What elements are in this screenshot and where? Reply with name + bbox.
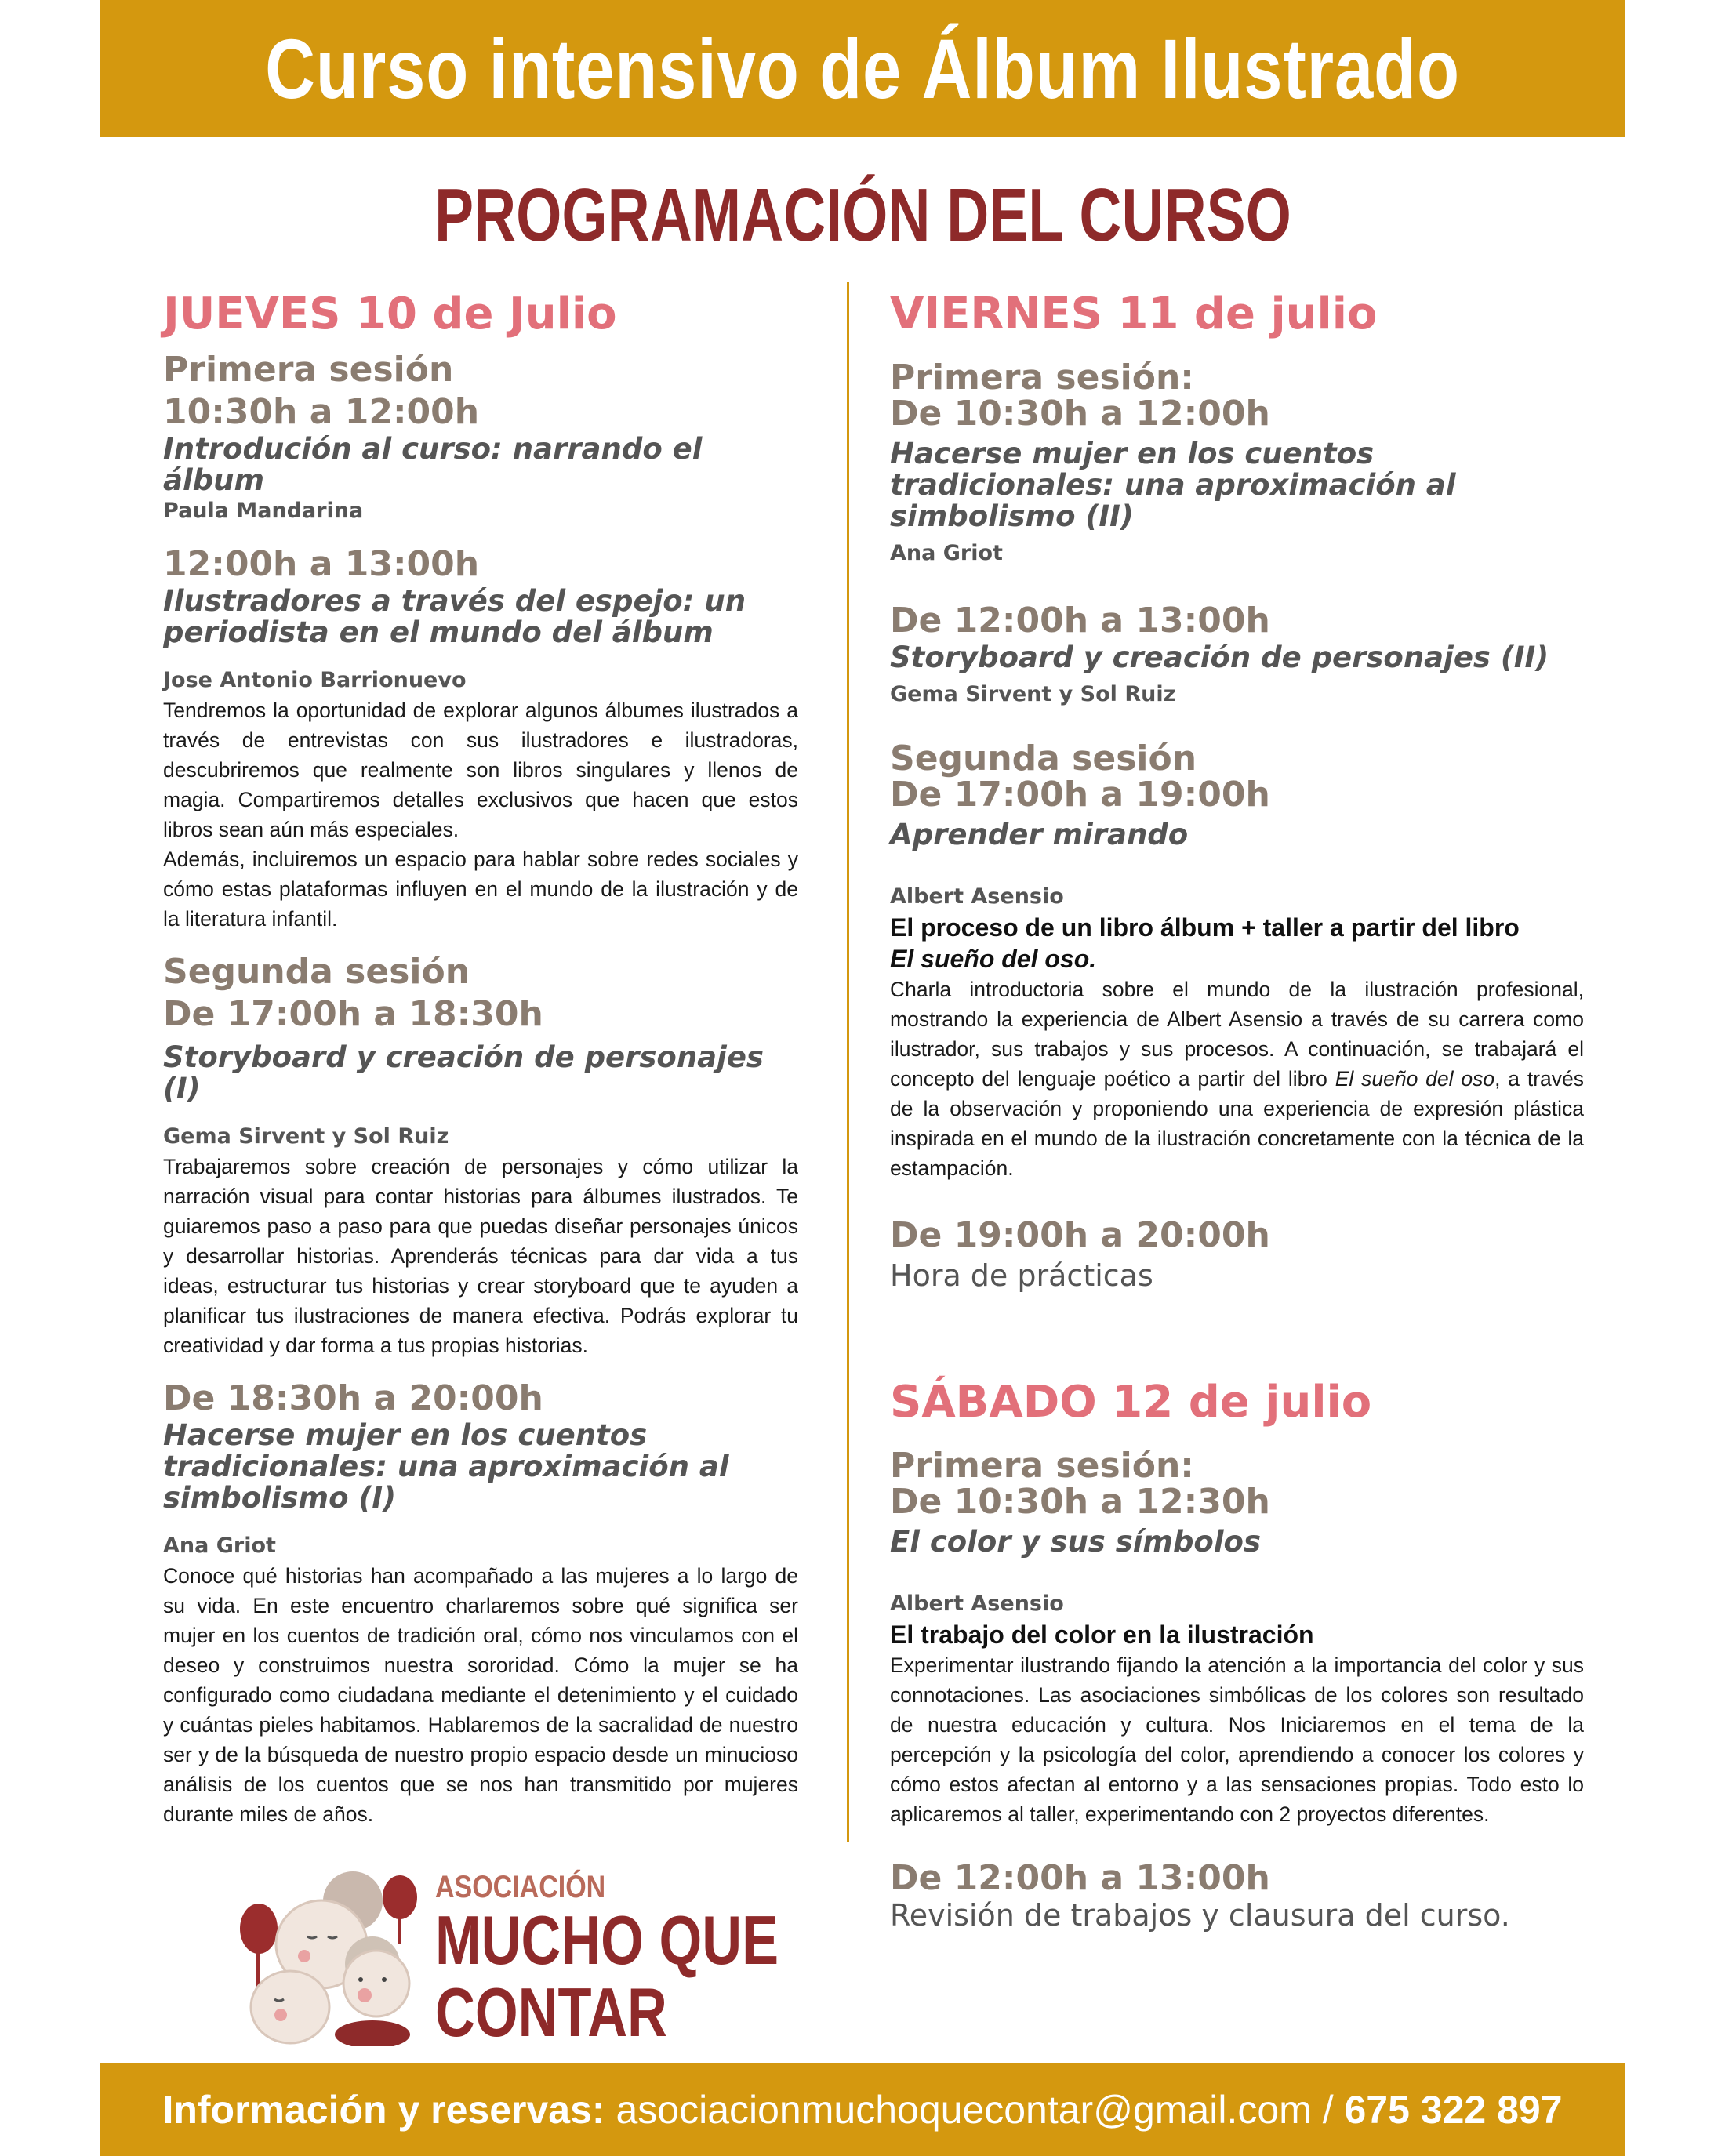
page-title: Curso intensivo de Álbum Ilustrado [265,21,1460,116]
book-title: El sueño del oso. [890,945,1097,973]
speaker-name: Paula Mandarina [163,499,364,523]
session-time: De 12:00h a 13:00h [890,601,1270,641]
talk-title: Ilustradores a través del espejo: un periodista en el mundo del álbum [163,584,746,649]
session-time: De 10:30h a 12:30h [890,1482,1270,1522]
session-time: De 18:30h a 20:00h [163,1378,543,1418]
talk-title: Introdución al curso: narrando el álbum [163,432,703,497]
logo-line-3: CONTAR [435,1973,667,2051]
speaker-name: Gema Sirvent y Sol Ruiz [163,1124,449,1149]
session-time: De 12:00h a 13:00h [890,1858,1270,1898]
session-time: De 10:30h a 12:00h [890,394,1270,434]
session-time: 12:00h a 13:00h [163,544,480,584]
thursday-column [163,286,798,1829]
contact-line [100,2063,1625,2156]
session-time: De 17:00h a 19:00h [890,775,1270,815]
workshop-title: El trabajo del color en la ilustración [890,1621,1314,1649]
friday-saturday-column [890,286,1584,1934]
speaker-name: Ana Griot [890,541,1003,565]
session-time: De 19:00h a 20:00h [890,1215,1270,1255]
contact-banner [100,2063,1625,2156]
speaker-name: Albert Asensio [890,1592,1064,1616]
talk-title: Hacerse mujer en los cuentos tradicionales: una aproximación al simbolismo (II) [890,437,1456,533]
session-label: Segunda sesión [163,952,470,992]
speaker-name: Albert Asensio [890,884,1064,909]
contact-separator: / [1311,2088,1345,2132]
talk-description: Tendremos la oportunidad de explorar algunos álbumes ilustrados a través de entrevistas con sus ilustradores e ilustradoras, descubriremos que realmente son libros singulares y llenos de magia. Compartiremos detalles exclusivos que hacen que estos libros sean aún más especiales. [163,699,798,841]
talk-title: Revisión de trabajos y clausura del curso. [890,1898,1510,1933]
session-time: 10:30h a 12:00h [163,392,480,432]
talk-description: Además, incluiremos un espacio para hablar sobre redes sociales y cómo estas plataformas influyen en el mundo de la ilustración y de la literatura infantil. [163,848,798,931]
speaker-name: Ana Griot [163,1534,276,1558]
logo-line-2: MUCHO QUE [435,1901,779,1979]
session-label: Primera sesión: [890,358,1194,397]
session-label: Segunda sesión [890,739,1197,779]
contact-label: Información y reservas: [162,2088,605,2132]
column-divider [847,282,849,1842]
talk-description: Charla introductoria sobre el mundo de la ilustración profesional, mostrando la experiencia de Albert Asensio a través de su carrera como ilustrador, sus trabajos y sus procesos. A continuación, se trabajará el concepto del lenguaje poético a partir del libro El sueño del oso, a través de la observación y proponiendo una experiencia de expresión plástica inspirada en el mundo de la ilustración concretamente con la técnica de la estampación. [890,978,1584,1180]
talk-title: Storyboard y creación de personajes (II) [890,641,1549,674]
day-heading-friday: VIERNES 11 de julio [890,289,1378,339]
contact-email[interactable]: asociacionmuchoquecontar@gmail.com [616,2088,1312,2132]
talk-title: El color y sus símbolos [890,1525,1261,1559]
talk-description: Trabajaremos sobre creación de personajes y cómo utilizar la narración visual para contar historias para álbumes ilustrados. Te guiaremos paso a paso para que puedas diseñar personajes únicos y desarrollar historias. Aprenderás técnicas para dar vida a tus ideas, estructurar tus historias y crear storyboard que te ayuden a planificar tus ilustraciones de manera efectiva. Podrás explorar tu creatividad y dar forma a tus propias historias. [163,1155,798,1357]
book-title-inline: El sueño del oso [1335,1067,1495,1091]
speaker-name: Jose Antonio Barrionuevo [163,668,467,692]
program-heading: PROGRAMACIÓN DEL CURSO [434,173,1291,257]
talk-title: Aprender mirando [890,818,1189,851]
workshop-title: El proceso de un libro álbum + taller a partir del libro [890,913,1520,942]
talk-description: Conoce qué historias han acompañado a las mujeres a lo largo de su vida. En este encuentro charlaremos sobre qué significa ser mujer en los cuentos de tradición oral, cómo nos vinculamos con el deseo y construimos nuestra sororidad. Cómo la mujer se ha configurado como ciudadana mediante el detenimiento y el cuidado y cuántas pieles habitamos. Hablaremos de la sacralidad de nuestro ser y de la búsqueda de nuestro propio espacio desde un minucioso análisis de los cuentos que se nos han transmitido por mujeres durante miles de años. [163,1564,798,1826]
association-logo-text [435,1870,865,2049]
session-label: Primera sesión: [890,1446,1194,1486]
session-time: De 17:00h a 18:30h [163,994,543,1034]
session-label: Primera sesión [163,350,454,390]
logo-line-1: ASOCIACIÓN [435,1870,606,1904]
talk-title: Hora de prácticas [890,1258,1153,1293]
title-banner [100,0,1625,137]
day-heading-saturday: SÁBADO 12 de julio [890,1377,1372,1428]
talk-description: Experimentar ilustrando fijando la atención a la importancia del color y sus connotaciones. Las asociaciones simbólicas de los colores son resultado de nuestra educación y cultura. Nos Iniciaremos en el tema de la percepción y la psicología del color, aprendiendo a conocer los colores y cómo estos afectan al entorno y a las sensaciones propias. Todo esto lo aplicaremos al taller, experimentando con 2 proyectos diferentes. [890,1653,1584,1826]
day-heading-thursday: JUEVES 10 de Julio [163,289,617,339]
contact-phone[interactable]: 675 322 897 [1344,2088,1563,2132]
talk-title: Hacerse mujer en los cuentos tradicionales: una aproximación al simbolismo (I) [163,1418,729,1515]
talk-title: Storyboard y creación de personajes (I) [163,1040,764,1105]
speaker-name: Gema Sirvent y Sol Ruiz [890,682,1176,706]
